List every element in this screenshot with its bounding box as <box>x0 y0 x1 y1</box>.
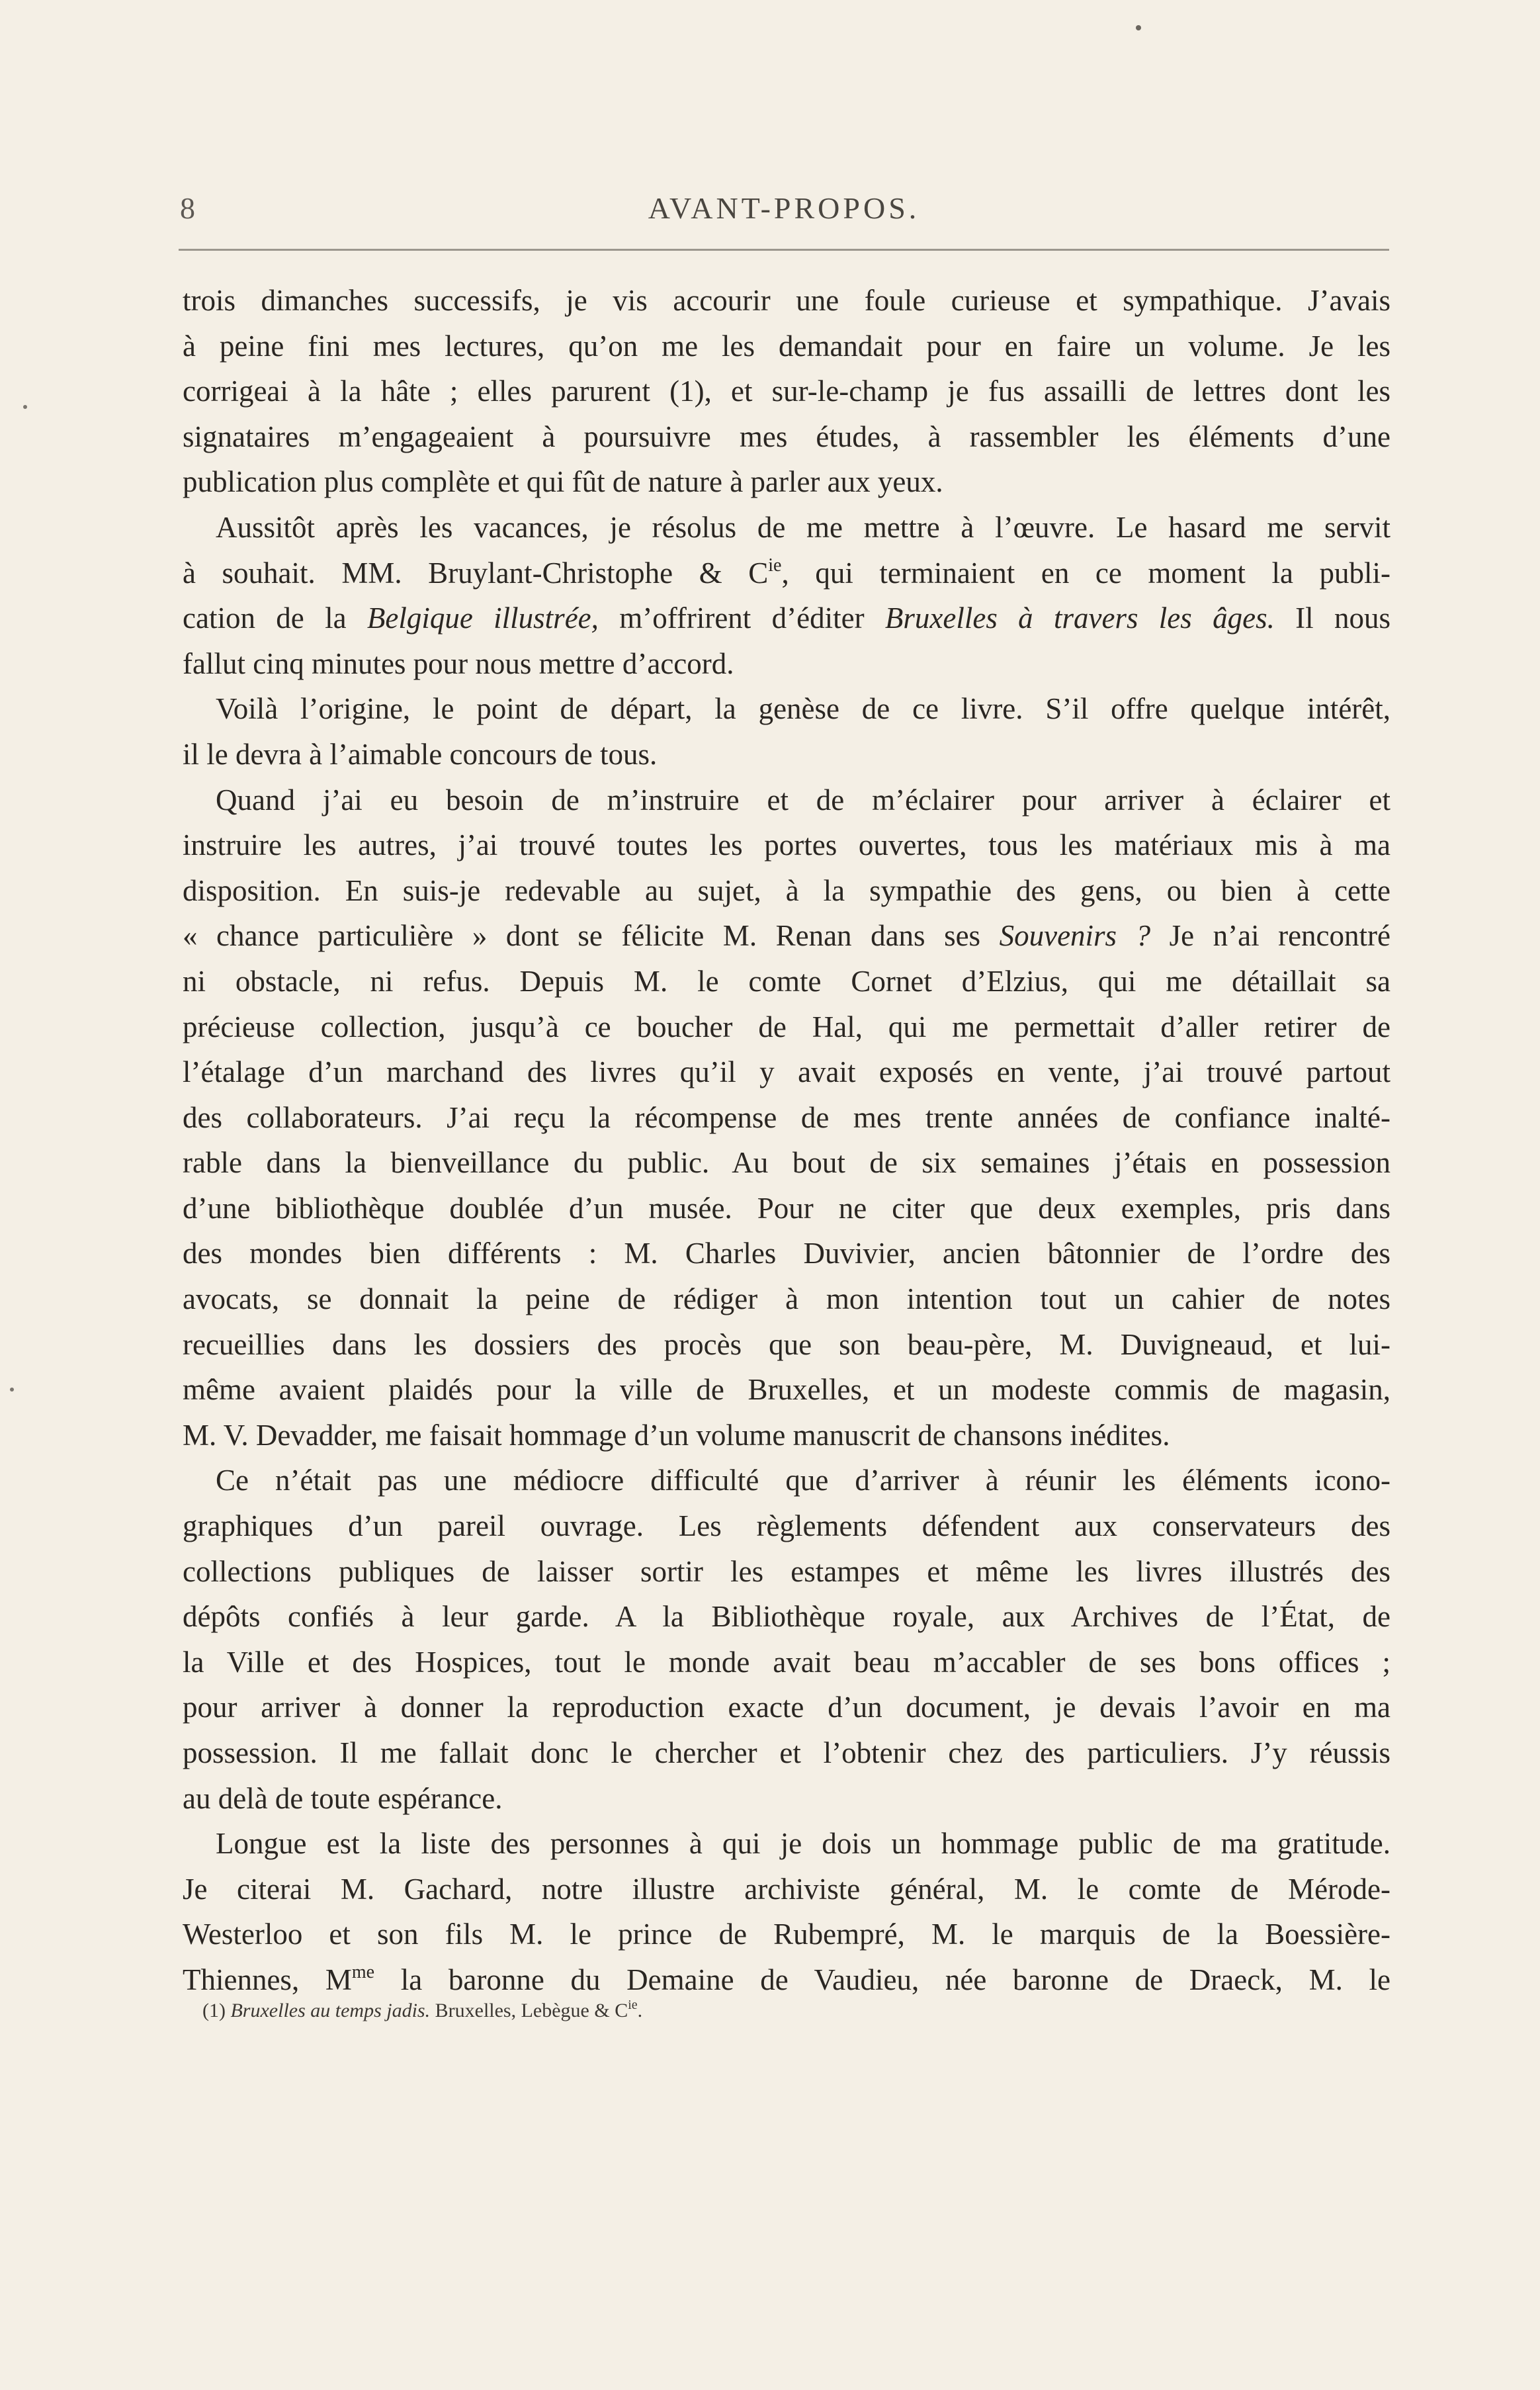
italic-title: Belgique illustrée, <box>366 601 599 635</box>
text-line: des mondes bien différents : M. Charles Duvivier, ancien bâtonnier de l’ordre des <box>183 1237 1390 1270</box>
text-line: possession. Il me fallait donc le chercher et l’obtenir chez des particuliers. J’y réussis <box>183 1736 1390 1769</box>
text-line: corrigeai à la hâte ; elles parurent (1), et sur-le-champ je fus assailli de lettres dont les <box>183 375 1390 408</box>
text-line: publication plus complète et qui fût de nature à parler aux yeux. <box>183 465 943 499</box>
text-line: au delà de toute espérance. <box>183 1781 503 1815</box>
page-number: 8 <box>180 191 196 225</box>
text-line: recueillies dans les dossiers des procès que son beau-père, M. Duvigneaud, et lui- <box>183 1327 1390 1361</box>
speck <box>1136 25 1141 30</box>
text-line: à peine fini mes lectures, qu’on me les demandait pour en faire un volume. Je les <box>183 329 1390 363</box>
text-line: Longue est la liste des personnes à qui je dois un hommage public de ma gratitude. <box>216 1827 1390 1861</box>
text-line: des collaborateurs. J’ai reçu la récompense de mes trente années de confiance inalté- <box>183 1100 1390 1134</box>
superscript: ie <box>768 554 782 576</box>
text-line: rable dans la bienveillance du public. Au bout de six semaines j’étais en possession <box>183 1146 1390 1180</box>
text-line: fallut cinq minutes pour nous mettre d’accord. <box>183 646 734 680</box>
text-line: Westerloo et son fils M. le prince de Rubempré, M. le marquis de la Boessière- <box>183 1918 1390 1951</box>
text-line: trois dimanches successifs, je vis accourir une foule curieuse et sympathique. J’avais <box>183 284 1390 317</box>
text-line: dépôts confiés à leur garde. A la Bibliothèque royale, aux Archives de l’État, de <box>183 1600 1390 1634</box>
running-title: AVANT-PROPOS. <box>648 191 920 225</box>
text-line: l’étalage d’un marchand des livres qu’il y avait exposés en vente, j’ai trouvé partout <box>183 1055 1390 1089</box>
text-line: disposition. En suis-je redevable au sujet, à la sympathie des gens, ou bien à cette <box>183 873 1390 907</box>
footnote: (1) Bruxelles au temps jadis. Bruxelles, Lebègue & $C^{ie}$. <box>202 1998 643 2021</box>
text-line: instruire les autres, j’ai trouvé toutes les portes ouvertes, tous les matériaux mis à ma <box>183 828 1390 862</box>
text-line: à souhait. MM. Bruylant-Christophe & $C^{ie}$, qui terminaient en ce moment la publi- <box>183 554 1390 590</box>
text-line: avocats, se donnait la peine de rédiger à mon intention tout un cahier de notes <box>183 1282 1390 1316</box>
text-line: signataires m’engageaient à poursuivre mes études, à rassembler les éléments d’une <box>183 420 1390 453</box>
superscript: me <box>351 1961 375 1982</box>
text-line: précieuse collection, jusqu’à ce boucher de Hal, qui me permettait d’aller retirer de <box>183 1010 1390 1043</box>
text-line: graphiques d’un pareil ouvrage. Les règlements défendent aux conservateurs des <box>183 1509 1390 1543</box>
footnote-marker: (1) <box>202 2000 231 2021</box>
text-line: M. V. Devadder, me faisait hommage d’un volume manuscrit de chansons inédites. <box>183 1418 1170 1452</box>
italic-title: Souvenirs ? <box>999 919 1151 953</box>
text-line: la Ville et des Hospices, tout le monde avait beau m’accabler de ses bons offices ; <box>183 1645 1390 1679</box>
text-line: Thiennes, $M^{me}$ la baronne du Demaine de Vaudieu, née baronne de Draeck, M. le <box>183 1961 1390 1996</box>
speck <box>10 1388 14 1392</box>
text-line: d’une bibliothèque doublée d’un musée. Pour ne citer que deux exemples, pris dans <box>183 1191 1390 1225</box>
text-line: il le devra à l’aimable concours de tous. <box>183 737 658 771</box>
text-line: Ce n’était pas une médiocre difficulté que d’arriver à réunir les éléments icono- <box>216 1464 1390 1497</box>
text-line: même avaient plaidés pour la ville de Bruxelles, et un modeste commis de magasin, <box>183 1373 1390 1407</box>
text-line: « chance particulière » dont se félicite M. Renan dans ses Souvenirs ? Je n’ai rencontré <box>183 919 1390 953</box>
speck <box>23 405 27 409</box>
text-line: Voilà l’origine, le point de départ, la genèse de ce livre. S’il offre quelque intérêt, <box>216 692 1390 726</box>
text-line: Aussitôt après les vacances, je résolus de me mettre à l’œuvre. Le hasard me servit <box>216 510 1390 544</box>
text-line: cation de la Belgique illustrée, m’offrirent d’éditer Bruxelles à travers les âges. Il nous <box>183 601 1390 635</box>
footnote-title: Bruxelles au temps jadis. <box>230 2000 431 2021</box>
italic-title: Bruxelles à travers les âges. <box>884 601 1275 635</box>
text-line: Je citerai M. Gachard, notre illustre archiviste général, M. le comte de Mérode- <box>183 1872 1390 1906</box>
text-line: ni obstacle, ni refus. Depuis M. le comte Cornet d’Elzius, qui me détaillait sa <box>183 964 1390 998</box>
text-line: pour arriver à donner la reproduction exacte d’un document, je devais l’avoir en ma <box>183 1691 1390 1724</box>
text-line: Quand j’ai eu besoin de m’instruire et de m’éclairer pour arriver à éclairer et <box>216 783 1390 817</box>
text-line: collections publiques de laisser sortir les estampes et même les livres illustrés des <box>183 1554 1390 1588</box>
